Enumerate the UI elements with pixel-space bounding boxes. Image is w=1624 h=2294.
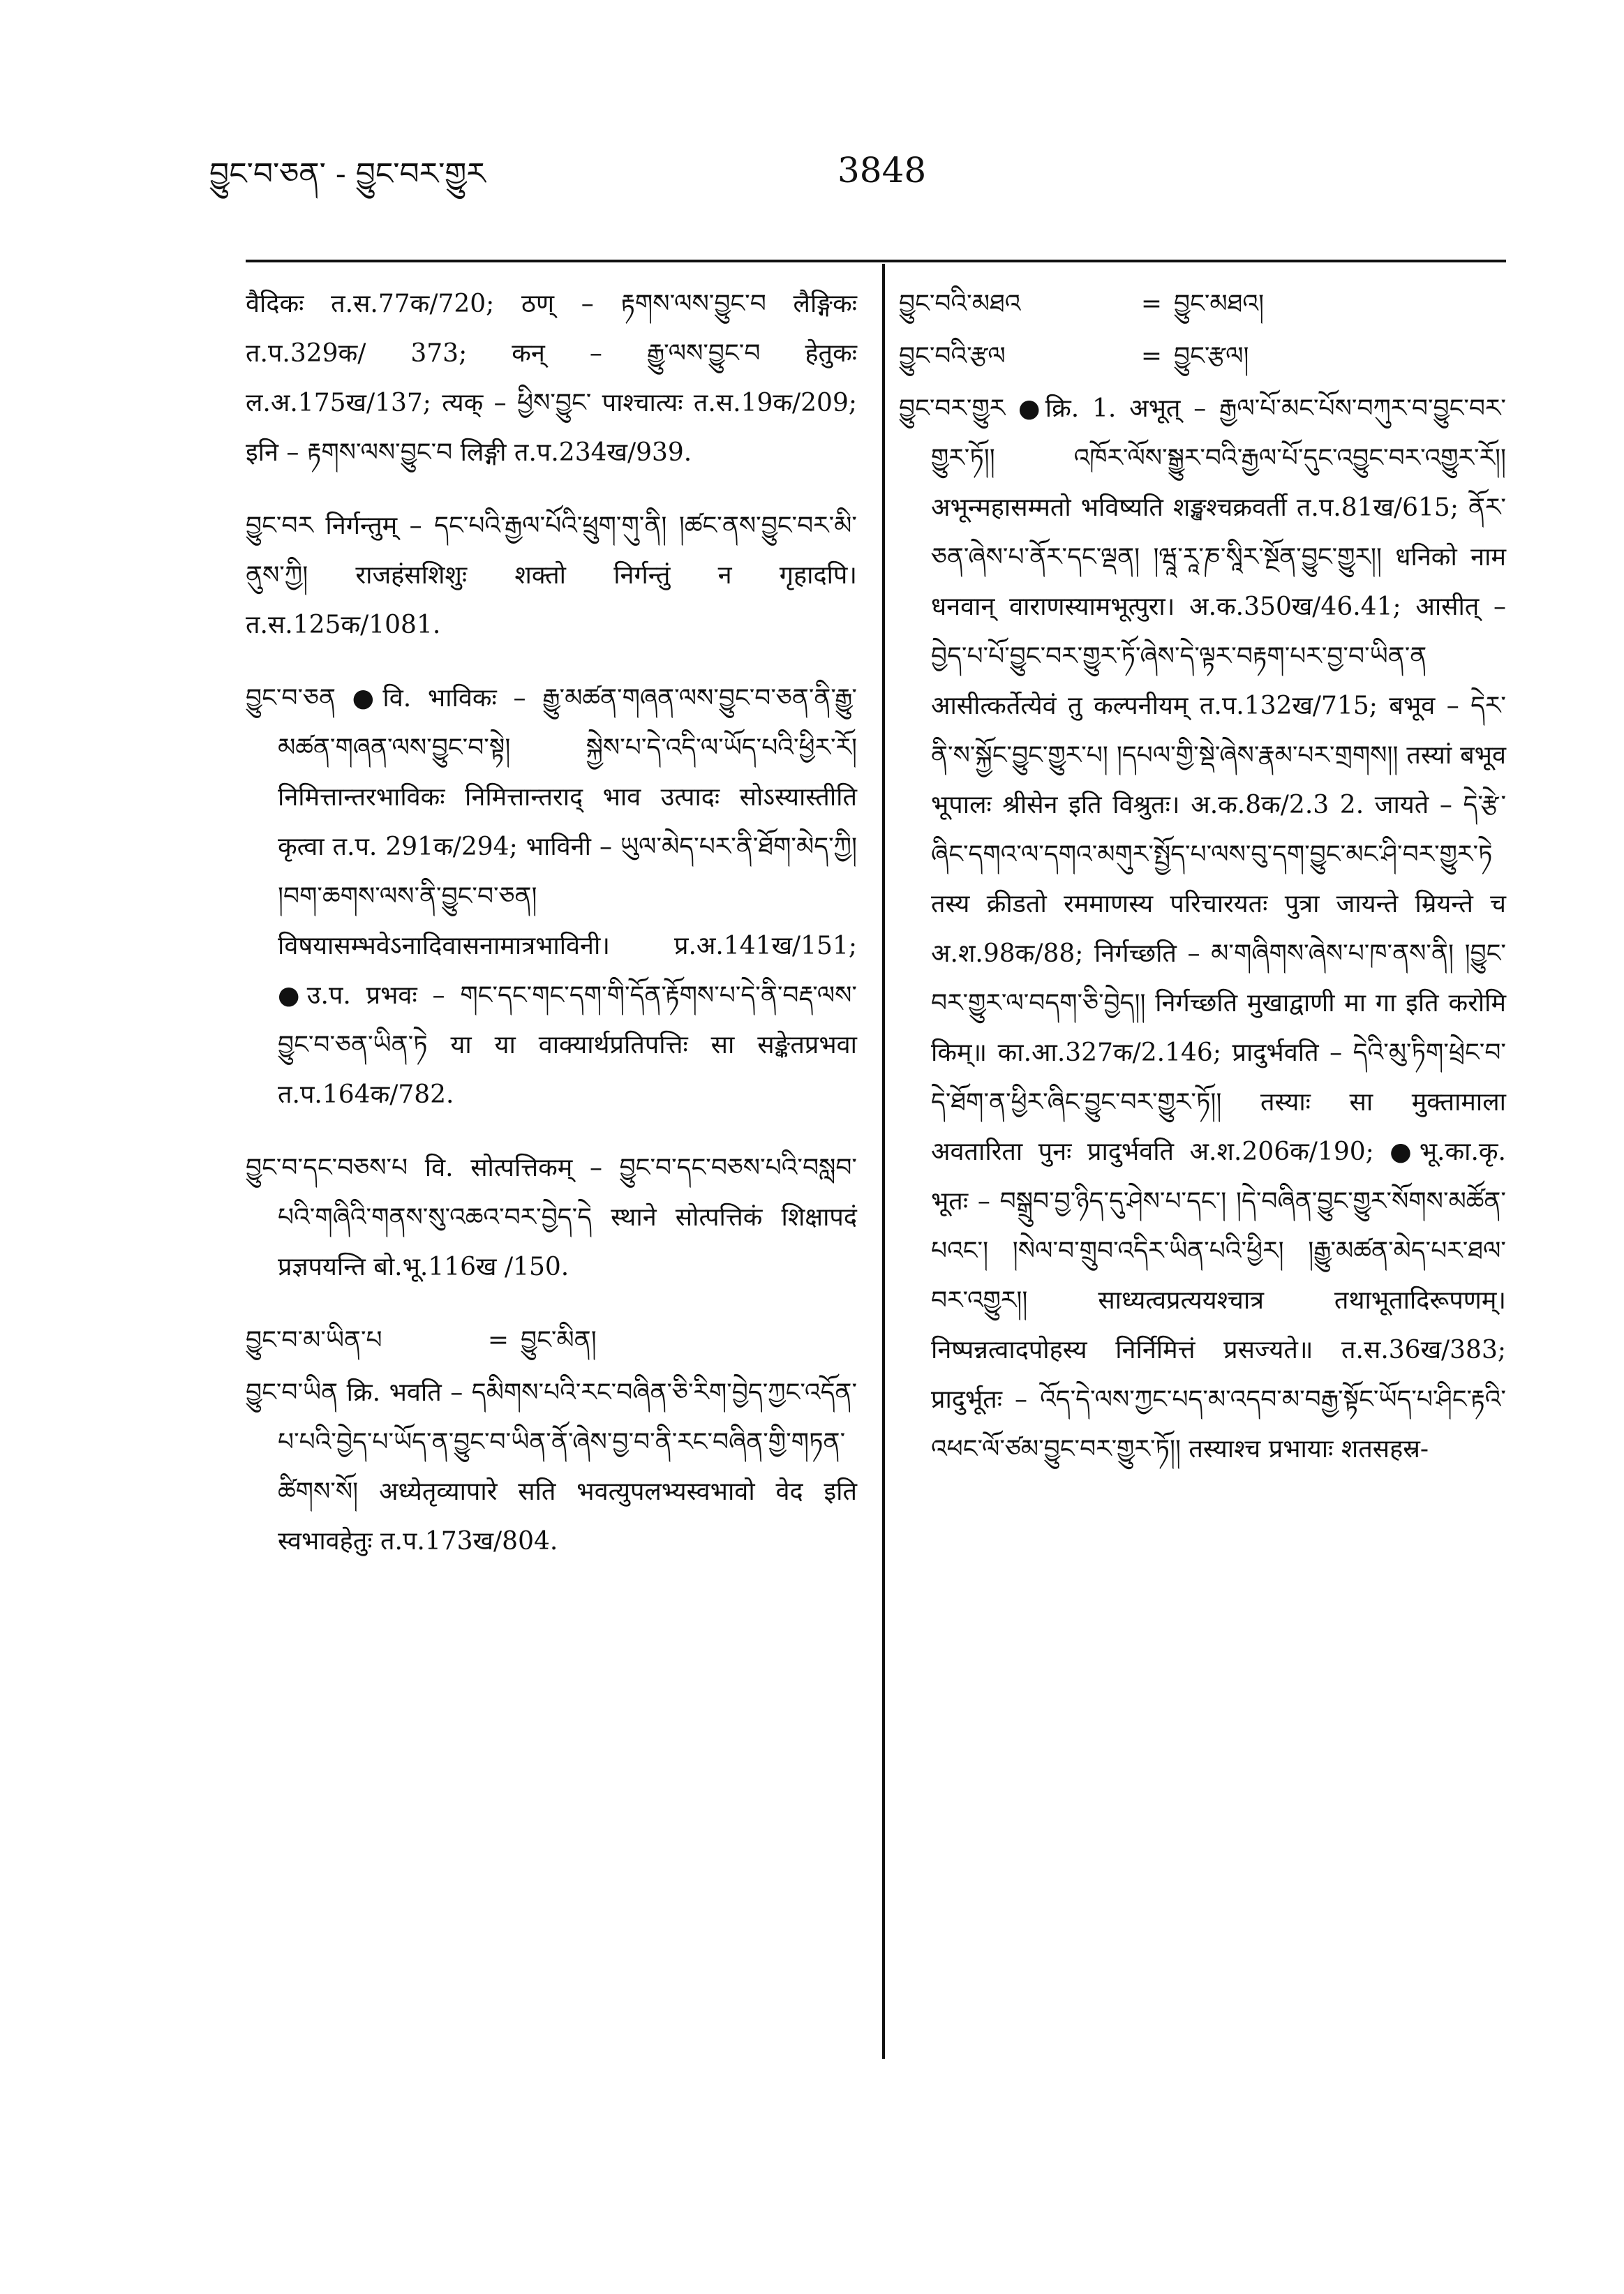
right-column: [899, 279, 1506, 1498]
dictionary-entry: བྱུང་བ་ཅན ●वि. भाविकः – རྒྱུ་མཚན་གཞན་ལས་བྱུང་བ་ཅན་ནི་རྒྱུ་མཚན་གཞན་ལས་བྱུང་བ་སྟེ། སྐྱེས་པ་དེ་འདི་ལ་ཡོད་པའི་ཕྱིར་རོ། निमित्तान्तरभाविकः निमित्तान्तराद् भाव उत्पादः सोऽस्यास्तीति कृत्वा त.प. 291क/294; भाविनी – ཡུལ་མེད་པར་ནི་ཐོག་མེད་ཀྱི། །བག་ཆགས་ལས་ནི་བྱུང་བ་ཅན། विषयासम्भवेऽनादिवासनामात्रभाविनी। प्र.अ.141ख/151; ●उ.प. प्रभवः – གང་དང་གང་དག་གི་དོན་རྟོགས་པ་དེ་ནི་བརྡ་ལས་བྱུང་བ་ཅན་ཡིན་ཏེ या या वाक्यार्थप्रतिपत्तिः सा सङ्केतप्रभवा त.प.164क/782.: [246, 684, 857, 1109]
ref-equals: =: [1140, 342, 1163, 371]
dictionary-entry: བྱུང་བ་ཡིན क्रि. भवति – དམིགས་པའི་རང་བཞིན་ཅི་རིག་བྱེད་ཀྱང་འདོན་པ་པའི་བྱེད་པ་ཡོད་ན་བྱུང་བ་ཡིན་ནོ་ཞེས་བྱ་བ་ནི་རང་བཞིན་གྱི་གཏན་ཚིགས་སོ། अध्येतृव्यापारे सति भवत्युपलभ्यस्वभावो वेद इति स्वभावहेतुः त.प.173ख/804.: [246, 1378, 857, 1556]
ref-target: བྱུང་རྩལ།: [1174, 342, 1249, 371]
ref-headword: བྱུང་བ་མ་ཡིན་པ: [246, 1326, 382, 1355]
ref-headword: བྱུང་བའི་རྩལ: [899, 342, 1006, 371]
dictionary-entry: བྱུང་བ་དང་བཅས་པ वि. सोत्पत्तिकम् – བྱུང་བ་དང་བཅས་པའི་བསླབ་པའི་གཞིའི་གནས་སུ་འཆའ་བར་བྱེད་དེ स्थाने सोत्पत्तिकं शिक्षापदं प्रज्ञपयन्ति बो.भू.116ख /150.: [246, 1154, 857, 1281]
running-header: བྱུང་བ་ཅན་ - བྱུང་བར་གྱུར: [209, 156, 486, 192]
dictionary-entry: བྱུང་བར निर्गन्तुम् – དང་པའི་རྒྱལ་པོའི་ཕྲུག་གུ་ནི། །ཚང་ནས་བྱུང་བར་མི་ནུས་ཀྱི། राजहंसशिशुः शक्तो निर्गन्तुं न गृहादपि। त.स.125क/1081.: [246, 512, 857, 639]
ref-target: བྱུང་མཐའ།: [1174, 290, 1265, 318]
cross-reference: [246, 1316, 857, 1365]
left-column: [246, 279, 857, 1590]
ref-target: བྱུང་མིན།: [521, 1326, 597, 1355]
dictionary-entry: वैदिकः त.स.77क/720; ठण् – རྟགས་ལས་བྱུང་བ लैङ्गिकः त.प.329क/ 373; कन् – རྒྱུ་ལས་བྱུང་བ हेतुकः ल.अ.175ख/137; त्यक् – ཕྱིས་བྱུང་ पाश्चात्यः त.स.19क/209; इनि – རྟགས་ལས་བྱུང་བ लिङ्गी त.प.234ख/939.: [246, 290, 857, 467]
cross-reference: [899, 332, 1506, 381]
dictionary-entry: བྱུང་བར་གྱུར ●क्रि. 1. अभूत् – རྒྱལ་པོ་མང་པོས་བཀུར་བ་བྱུང་བར་གྱུར་ཏོ།། འཁོར་ལོས་སྒྱུར་བའི་རྒྱལ་པོ་དུང་འབྱུང་བར་འགྱུར་རོ།། अभून्महासम्मतो भविष्यति शङ्खश्चक्रवर्ती त.प.81ख/615; ནོར་ཅན་ཞེས་པ་ནོར་དང་ལྡན། །ཝཱ་རཱ་ཎ་སཱིར་སྔོན་བྱུང་གྱུར།། धनिको नाम धनवान् वाराणस्यामभूत्पुरा। अ.क.350ख/46.41; आसीत् – བྱེད་པ་པོ་བྱུང་བར་གྱུར་ཏོ་ཞེས་དེ་ལྟར་བརྟག་པར་བྱ་བ་ཡིན་ན आसीत्कर्तेत्येवं तु कल्पनीयम् त.प.132ख/715; बभूव – དེར་ནི་ས་སྐྱོང་བྱུང་གྱུར་པ། །དཔལ་གྱི་སྡེ་ཞེས་རྣམ་པར་གྲགས།། तस्यां बभूव भूपालः श्रीसेन इति विश्रुतः। अ.क.8क/2.3 2. जायते – དེ་རྩེ་ཞིང་དགའ་ལ་དགའ་མགུར་སྤྱོད་པ་ལས་བུ་དག་བྱུང་མང་ཤི་བར་གྱུར་ཏེ तस्य क्रीडतो रममाणस्य परिचारयतः पुत्रा जायन्ते म्रियन्ते च अ.श.98क/88; निर्गच्छति – མ་གཞིགས་ཞེས་པ་ཁ་ནས་ནི། །བྱུང་བར་གྱུར་ལ་བདག་ཅི་བྱེད།། निर्गच्छति मुखाद्वाणी मा गा इति करोमि किम्॥ का.आ.327क/2.146; प्रादुर्भवति – དེའི་མུ་ཏིག་ཕྲེང་བ་དེ་ཐོག་ན་ཕྱིར་ཞིང་བྱུང་བར་གྱུར་ཏོ།། तस्याः सा मुक्तामाला अवतारिता पुनः प्रादुर्भवति अ.श.206क/190; ●भू.का.कृ. भूतः – བསྒྲུབ་བྱ་ཉིད་དུ་ཤེས་པ་དང་། །དེ་བཞིན་བྱུང་གྱུར་སོགས་མཚོན་པའང་། །སེལ་བ་གྲུབ་འདིར་ཡིན་པའི་ཕྱིར། །རྒྱུ་མཚན་མེད་པར་ཐལ་བར་འགྱུར།། साध्यत्वप्रत्ययश्चात्र तथाभूतादिरूपणम्। निष्पन्नत्वादपोहस्य निर्निमित्तं प्रसज्यते॥ त.स.36ख/383; प्रादुर्भूतः – འོད་དེ་ལས་ཀྱང་པད་མ་འདབ་མ་བརྒྱ་སྟོང་ཡོད་པ་ཤིང་རྟའི་འཕང་ལོ་ཙམ་བྱུང་བར་གྱུར་ཏོ།། तस्याश्च प्रभायाः शतसहस्र-: [899, 394, 1506, 1463]
cross-reference: [899, 279, 1506, 329]
header-rule: [246, 260, 1506, 262]
ref-equals: =: [1140, 290, 1163, 318]
ref-headword: བྱུང་བའི་མཐའ: [899, 290, 1021, 318]
column-divider: [882, 264, 885, 2059]
page-number: 3848: [837, 150, 927, 191]
ref-equals: =: [487, 1326, 509, 1355]
